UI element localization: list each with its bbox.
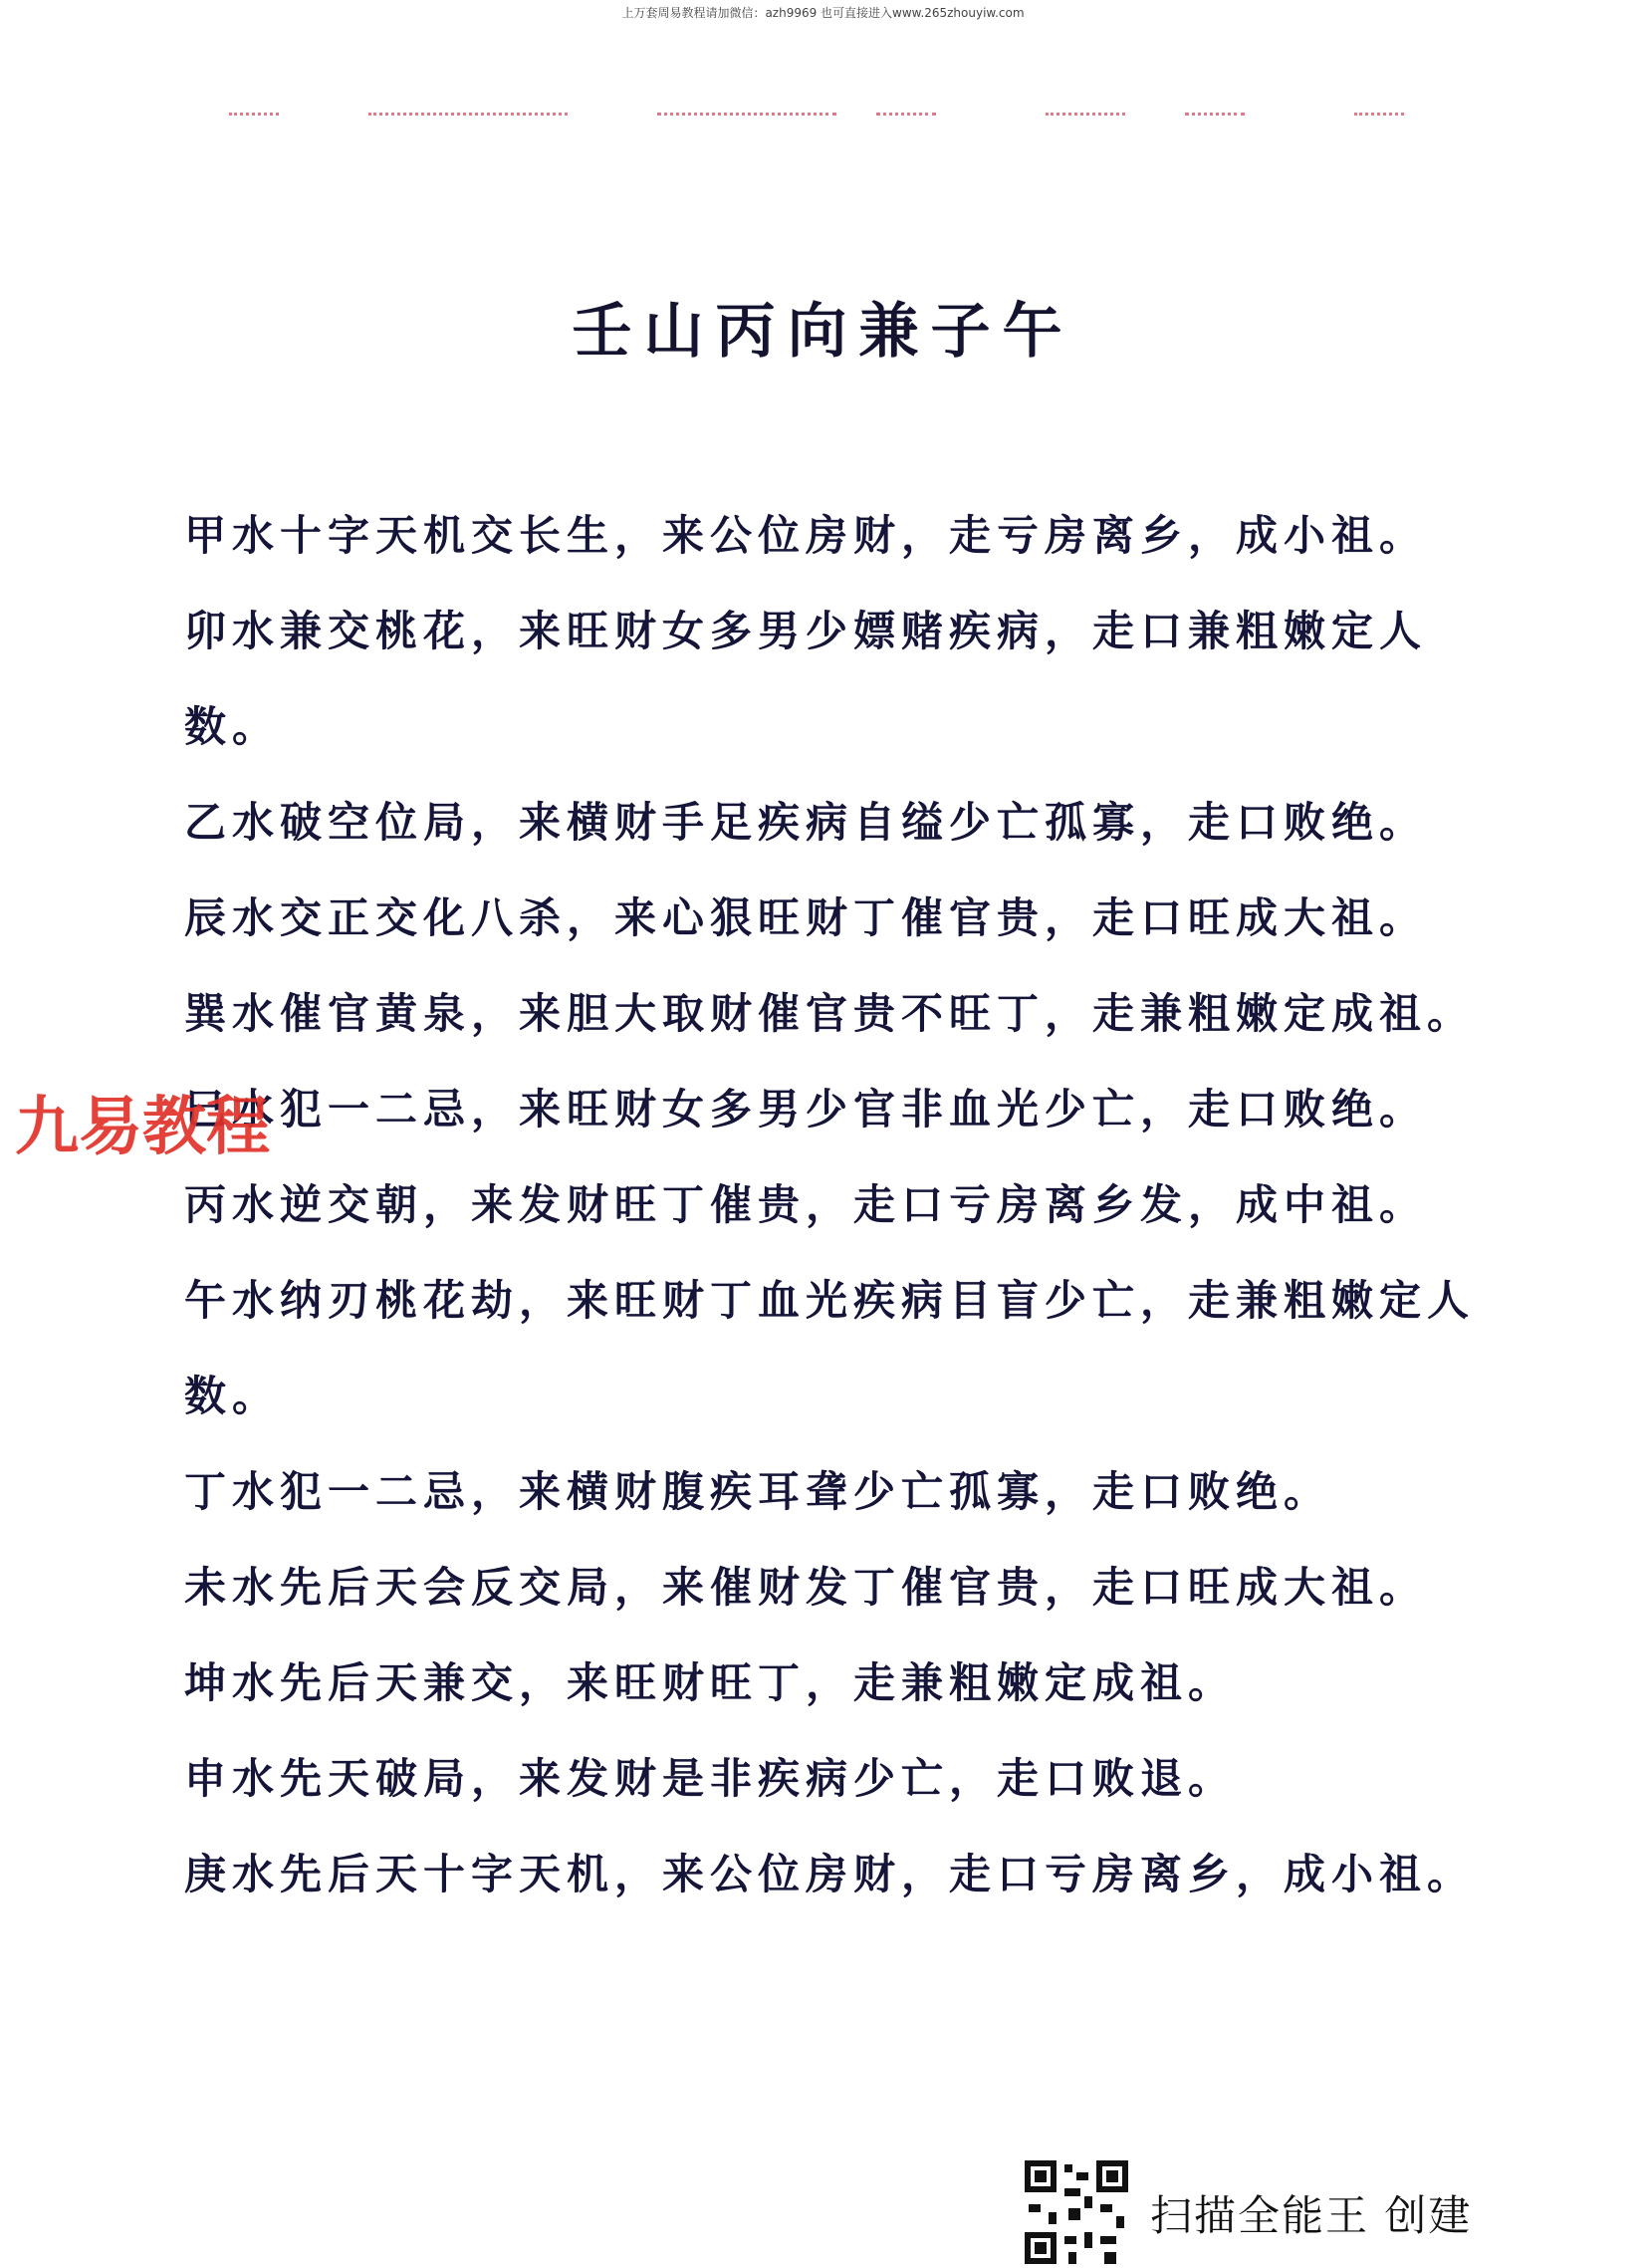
page-title: 壬山丙向兼子午	[572, 297, 1074, 367]
verse-line: 辰水交正交化八杀，来心狠旺财丁催官贵，走口旺成大祖。	[184, 893, 1428, 942]
header-note: 上万套周易教程请加微信：azh9969 也可直接进入www.265zhouyiw.com	[621, 6, 1025, 20]
verse-line: 甲水十字天机交长生，来公位房财，走亏房离乡，成小祖。	[184, 511, 1428, 560]
verse-line: 庚水先后天十字天机，来公位房财，走口亏房离乡，成小祖。	[184, 1850, 1476, 1898]
scan-noise-marks	[229, 110, 1404, 120]
scanner-app-credit: 扫描全能王 创建	[1150, 2191, 1473, 2240]
verse-line: 午水纳刃桃花劫，来旺财丁血光疾病目盲少亡，走兼粗嫩定人数。	[184, 1276, 1476, 1420]
verse-line: 申水先天破局，来发财是非疾病少亡，走口败退。	[184, 1754, 1237, 1803]
verse-line: 丁水犯一二忌，来横财腹疾耳聋少亡孤寡，走口败绝。	[184, 1467, 1332, 1516]
verse-line: 乙水破空位局，来横财手足疾病自缢少亡孤寡，走口败绝。	[184, 798, 1428, 847]
watermark-logo: 九易教程	[15, 1091, 270, 1164]
verse-line: 未水先后天会反交局，来催财发丁催官贵，走口旺成大祖。	[184, 1563, 1428, 1612]
verse-line: 卯水兼交桃花，来旺财女多男少嫖赌疾病，走口兼粗嫩定人数。	[184, 607, 1428, 751]
verse-line: 巽水催官黄泉，来胆大取财催官贵不旺丁，走兼粗嫩定成祖。	[184, 989, 1476, 1038]
qr-code-icon	[1021, 2156, 1132, 2268]
verse-line: 坤水先后天兼交，来旺财旺丁，走兼粗嫩定成祖。	[184, 1658, 1237, 1707]
verse-list	[184, 488, 1519, 1922]
verse-line: 巳水犯一二忌，来旺财女多男少官非血光少亡，走口败绝。	[184, 1085, 1428, 1134]
verse-line: 丙水逆交朝，来发财旺丁催贵，走口亏房离乡发，成中祖。	[184, 1180, 1428, 1229]
